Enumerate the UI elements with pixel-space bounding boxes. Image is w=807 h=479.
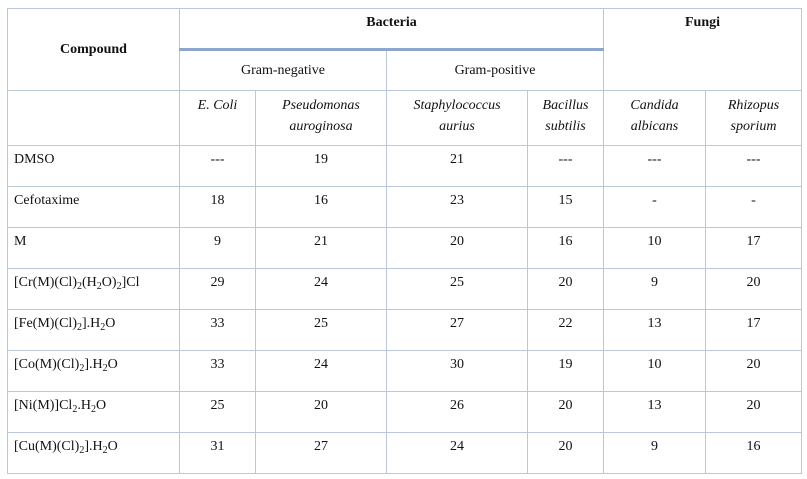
value-cell: 9 [180, 228, 256, 269]
value-cell: 9 [604, 433, 706, 474]
value-cell: 19 [256, 146, 387, 187]
value-cell: - [706, 187, 802, 228]
compound-cell: Cefotaxime [8, 187, 180, 228]
value-cell: 16 [706, 433, 802, 474]
value-cell: 30 [387, 351, 528, 392]
table-row [8, 351, 802, 392]
value-cell: 27 [387, 310, 528, 351]
value-cell: 33 [180, 310, 256, 351]
value-cell: 24 [256, 351, 387, 392]
species-header: E. Coli [180, 91, 256, 146]
table-container [7, 8, 802, 474]
value-cell: 17 [706, 228, 802, 269]
value-cell: 23 [387, 187, 528, 228]
value-cell: 25 [256, 310, 387, 351]
value-cell: 20 [256, 392, 387, 433]
value-cell: 20 [706, 351, 802, 392]
value-cell: 25 [387, 269, 528, 310]
value-cell: 21 [387, 146, 528, 187]
compound-cell: M [8, 228, 180, 269]
value-cell: - [604, 187, 706, 228]
value-cell: 26 [387, 392, 528, 433]
value-cell: 20 [528, 433, 604, 474]
value-cell: 20 [528, 392, 604, 433]
value-cell: --- [604, 146, 706, 187]
compound-header: Compound [8, 9, 180, 91]
value-cell: 17 [706, 310, 802, 351]
species-header: Staphylococcus aurius [387, 91, 528, 146]
table-row [8, 269, 802, 310]
species-header: Pseudomonas auroginosa [256, 91, 387, 146]
bacteria-header: Bacteria [180, 9, 604, 50]
compound-cell: $[Cr(M)(Cl)_2(H_2O)_2]Cl$ [8, 269, 180, 310]
value-cell: 10 [604, 351, 706, 392]
gram-negative-header: Gram-negative [180, 50, 387, 91]
species-header: Candida albicans [604, 91, 706, 146]
table-row [8, 433, 802, 474]
table-row [8, 187, 802, 228]
value-cell: --- [706, 146, 802, 187]
fungi-header: Fungi [604, 9, 802, 91]
table-row [8, 228, 802, 269]
value-cell: 31 [180, 433, 256, 474]
value-cell: 13 [604, 310, 706, 351]
value-cell: 18 [180, 187, 256, 228]
species-header: Rhizopus sporium [706, 91, 802, 146]
value-cell: 25 [180, 392, 256, 433]
value-cell: 9 [604, 269, 706, 310]
compound-cell: DMSO [8, 146, 180, 187]
value-cell: 16 [528, 228, 604, 269]
table-row [8, 310, 802, 351]
compound-cell: $[Fe(M)(Cl)_2].H_2O$ [8, 310, 180, 351]
table-row [8, 146, 802, 187]
table-row [8, 392, 802, 433]
value-cell: 22 [528, 310, 604, 351]
value-cell: 33 [180, 351, 256, 392]
compound-cell: $[Co(M)(Cl)_2].H_2O$ [8, 351, 180, 392]
value-cell: 20 [528, 269, 604, 310]
value-cell: 20 [706, 269, 802, 310]
value-cell: 10 [604, 228, 706, 269]
compound-cell: $[Cu(M)(Cl)_2].H_2O$ [8, 433, 180, 474]
value-cell: 24 [256, 269, 387, 310]
value-cell: 13 [604, 392, 706, 433]
empty-species-cell [8, 91, 180, 146]
value-cell: 24 [387, 433, 528, 474]
value-cell: 19 [528, 351, 604, 392]
value-cell: --- [180, 146, 256, 187]
value-cell: 29 [180, 269, 256, 310]
value-cell: 20 [387, 228, 528, 269]
value-cell: --- [528, 146, 604, 187]
value-cell: 16 [256, 187, 387, 228]
value-cell: 21 [256, 228, 387, 269]
value-cell: 20 [706, 392, 802, 433]
value-cell: 15 [528, 187, 604, 228]
species-header: Bacillus subtilis [528, 91, 604, 146]
compound-cell: $[Ni(M)]Cl_2.H_2O$ [8, 392, 180, 433]
antimicrobial-activity-table [7, 8, 802, 474]
value-cell: 27 [256, 433, 387, 474]
gram-positive-header: Gram-positive [387, 50, 604, 91]
